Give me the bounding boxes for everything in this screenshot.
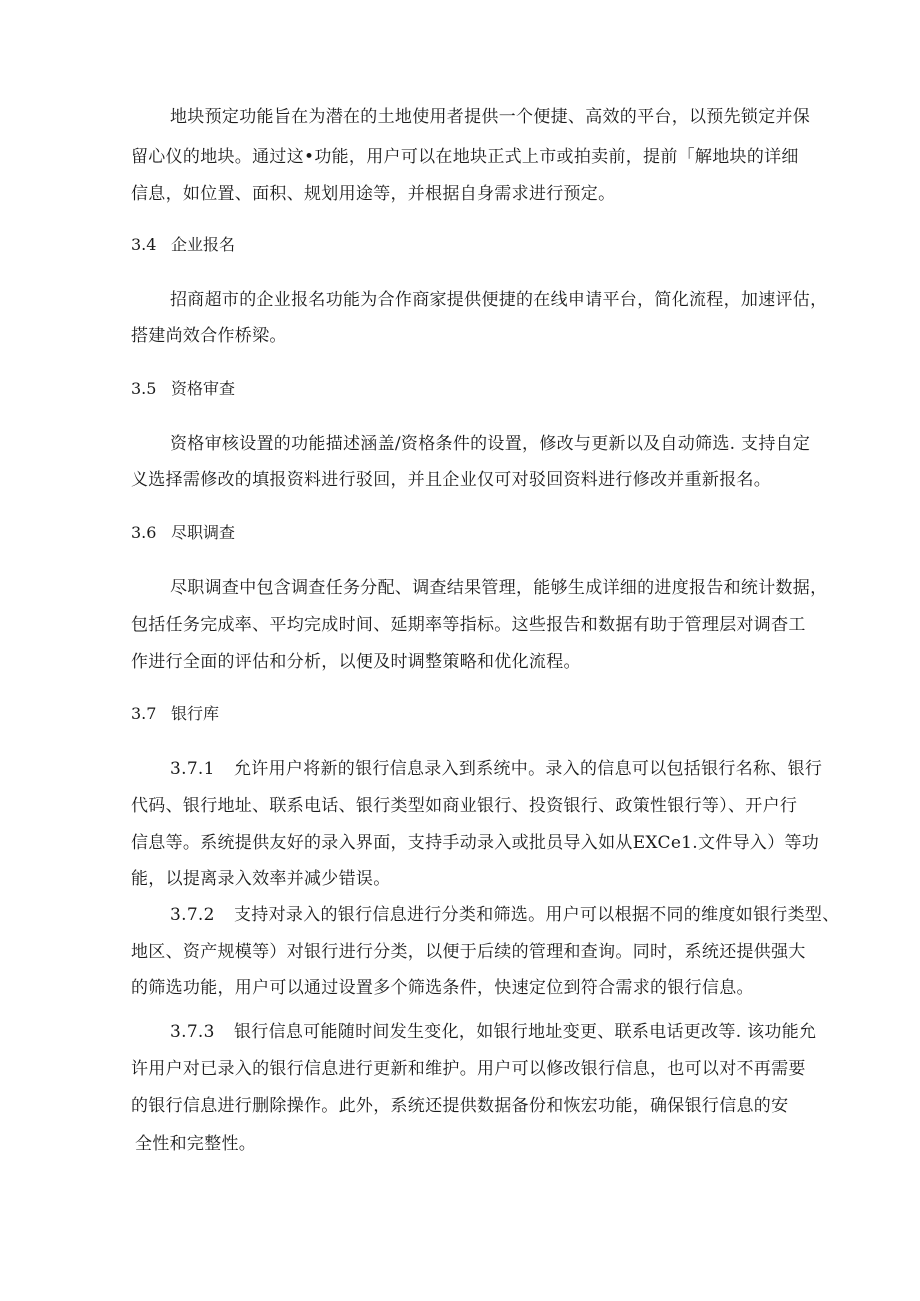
section-heading-3-4: [131, 234, 235, 256]
paragraph-text: 允许用户将新的银行信息录入到系统中。录入的信息可以包括银行名称、银行: [234, 759, 823, 779]
paragraph-text: 支持对录入的银行信息进行分类和筛选。用户可以根据不同的维度如银行类型、: [234, 905, 840, 925]
section-title: 银行库: [171, 704, 220, 723]
subsection-line-3-7-2: [170, 904, 840, 926]
section-number: 3.6: [131, 523, 157, 542]
subsection-line-3-7-3: [170, 1021, 816, 1043]
paragraph-line: 尽职调查中包含调查任务分配、调查结果管理，能够生成详细的进度报告和统计数据，: [170, 578, 828, 598]
paragraph-line: 信息，如位置、面积、规划用途等，并根据自身需求进行预定。: [131, 184, 616, 204]
paragraph-line: 搭建尚效合作桥梁。: [131, 326, 287, 346]
paragraph-line: 招商超市的企业报名功能为合作商家提供便捷的在线申请平台，简化流程，加速评估，: [170, 290, 828, 310]
section-title: 资格审查: [171, 379, 236, 398]
paragraph-text: 银行信息可能随时间发生变化，如银行地址变更、联系电话更改等. 该功能允: [234, 1022, 817, 1042]
paragraph-line: 留心仪的地块。通过这•功能，用户可以在地块正式上市或拍卖前，提前「解地块的详细: [131, 147, 799, 167]
paragraph-line: 资格审核设置的功能描述涵盖/资格条件的设置，修改与更新以及自动筛选. 支持自定: [170, 434, 811, 454]
paragraph-line: 地块预定功能旨在为潜在的土地使用者提供一个便捷、高效的平台，以预先锁定并保: [170, 107, 811, 127]
section-number: 3.4: [131, 235, 157, 254]
paragraph-line: 能，以提离录入效率并减少错误。: [131, 869, 391, 889]
paragraph-line: 代码、银行地址、联系电话、银行类型如商业银行、投资银行、政策性银行等）、开户行: [131, 796, 798, 816]
paragraph-line: 全性和完整性。: [135, 1134, 257, 1154]
paragraph-line: 的筛选功能，用户可以通过设置多个筛选条件，快速定位到符合需求的银行信息。: [131, 978, 754, 998]
section-title: 企业报名: [171, 235, 236, 254]
section-number: 3.5: [131, 379, 157, 398]
section-title: 尽职调查: [171, 523, 236, 542]
paragraph-line: 地区、资产规模等）对银行进行分类，以便于后续的管理和查询。同时，系统还提供强大: [131, 942, 806, 962]
section-heading-3-6: [131, 522, 235, 544]
subsection-line-3-7-1: [170, 758, 822, 780]
paragraph-line: 包括任务完成率、平均完成时间、延期率等指标。这些报告和数据有助于管理层对调杳工: [131, 615, 806, 635]
paragraph-line: 信息等。系统提供友好的录入界面，支持手动录入或批员导入如从EXCe1.文件导入）等功: [131, 833, 820, 853]
section-heading-3-7: [131, 703, 219, 725]
paragraph-line: 义选择需修改的填报资料进行驳回，并且企业仅可对驳回资料进行修改并重新报名。: [131, 470, 772, 490]
paragraph-line: 许用户对已录入的银行信息进行更新和维护。用户可以修改银行信息，也可以对不再需要: [131, 1059, 806, 1079]
subsection-number: 3.7.3: [170, 1022, 215, 1042]
section-number: 3.7: [131, 704, 157, 723]
subsection-number: 3.7.1: [170, 759, 215, 779]
paragraph-line: 的银行信息进行删除操作。此外，系统还提供数据备份和恢宏功能，确保银行信息的安: [131, 1096, 789, 1116]
subsection-number: 3.7.2: [170, 905, 215, 925]
section-heading-3-5: [131, 378, 235, 400]
paragraph-line: 作进行全面的评估和分析，以便及时调整策略和优化流程。: [131, 652, 581, 672]
